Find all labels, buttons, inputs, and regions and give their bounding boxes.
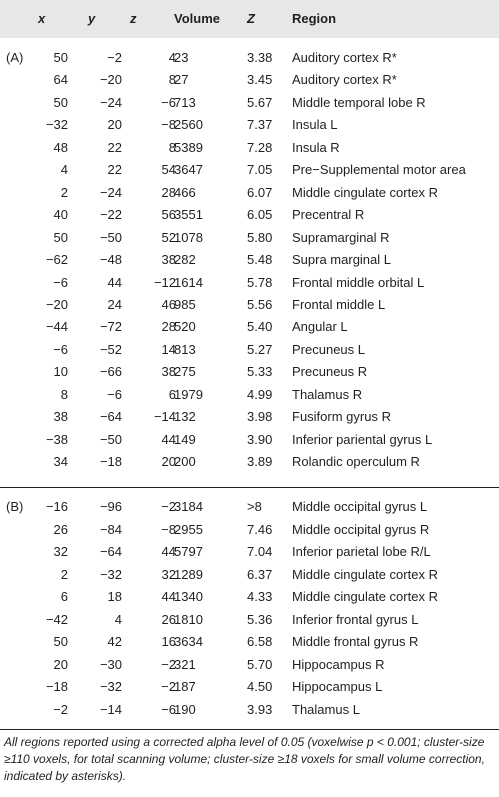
cell-y: −84	[99, 521, 122, 537]
cell-y: 22	[107, 139, 122, 155]
cell-region: Precuneus L	[292, 341, 365, 357]
cell-volume: 3551	[174, 207, 203, 223]
cell-y: −18	[99, 454, 122, 470]
cell-z: 56	[161, 207, 176, 223]
table-row	[0, 519, 499, 541]
cell-x: 6	[60, 589, 68, 604]
cell-volume: 466	[174, 184, 196, 200]
group-divider	[0, 487, 499, 488]
cell-y: 24	[107, 296, 122, 312]
cell-z: 28	[161, 319, 176, 335]
cell-y: 18	[107, 589, 122, 604]
header-Z: Z	[247, 11, 255, 26]
cell-region: Precentral R	[292, 207, 365, 223]
group-label: (B)	[6, 499, 24, 514]
cell-x: −6	[53, 341, 68, 357]
cell-y: −66	[99, 364, 122, 380]
cell-region: Middle cingulate cortex R	[292, 566, 438, 582]
cell-z: −2	[161, 499, 176, 514]
cell-region: Auditory cortex R*	[292, 50, 397, 65]
cell-x: 48	[53, 139, 68, 155]
cell-volume: 3647	[174, 162, 203, 178]
header-z: z	[130, 11, 137, 26]
cell-x: 64	[53, 72, 68, 88]
cell-z: 16	[161, 634, 176, 649]
header-y: y	[88, 11, 96, 26]
table-row	[0, 631, 499, 653]
cell-y: −50	[99, 229, 122, 245]
cell-region: Inferior pariental gyrus L	[292, 431, 433, 447]
cell-volume: 1078	[174, 229, 203, 245]
cell-volume: 3634	[174, 634, 203, 649]
cell-Z: 6.05	[247, 207, 273, 223]
header-volume: Volume	[174, 11, 220, 26]
cell-y: −24	[99, 184, 122, 200]
cell-z: −12	[153, 274, 176, 290]
cell-volume: 27	[174, 72, 189, 88]
table-bottom-rule	[0, 729, 499, 730]
cell-region: Frontal middle orbital L	[292, 274, 425, 290]
table-row	[0, 204, 499, 226]
cell-z: 32	[161, 566, 176, 582]
cell-region: Thalamus L	[292, 701, 360, 717]
cell-volume: 5389	[174, 139, 203, 155]
cell-z: 38	[161, 364, 176, 380]
cell-region: Thalamus R	[292, 386, 363, 402]
cell-y: −64	[99, 544, 122, 559]
cell-Z: 7.46	[247, 521, 273, 537]
cell-z: −14	[153, 409, 176, 425]
cell-Z: 5.56	[247, 296, 273, 312]
cell-y: −50	[99, 431, 122, 447]
cell-x: 38	[53, 409, 68, 425]
header-region: Region	[292, 11, 337, 26]
cell-volume: 1979	[174, 386, 203, 402]
cell-x: 26	[53, 521, 68, 537]
cell-Z: 3.90	[247, 431, 273, 447]
cell-y: −24	[99, 94, 122, 110]
cell-volume: 2955	[174, 521, 203, 537]
table-row	[0, 406, 499, 428]
cell-x: −6	[53, 274, 68, 290]
cell-Z: 5.33	[247, 364, 273, 380]
cell-y: −32	[99, 679, 122, 694]
cell-volume: 5797	[174, 544, 203, 559]
table-row	[0, 541, 499, 563]
table-row	[0, 586, 499, 608]
cell-Z: 6.07	[247, 184, 273, 200]
cell-region: Frontal middle L	[292, 296, 386, 312]
cell-volume: 282	[174, 252, 196, 268]
table-row	[0, 92, 499, 114]
table-row	[0, 676, 499, 698]
cell-region: Angular L	[292, 319, 348, 335]
cell-x: 40	[53, 207, 68, 223]
table-header	[0, 0, 499, 38]
cell-z: 8	[168, 72, 176, 88]
cell-region: Precuneus R	[292, 364, 368, 380]
table-row	[0, 361, 499, 383]
table-row	[0, 249, 499, 271]
table-row	[0, 316, 499, 338]
cell-volume: 321	[174, 656, 196, 672]
cell-region: Middle occipital gyrus R	[292, 521, 430, 537]
table-row	[0, 451, 499, 473]
cell-Z: 3.45	[247, 72, 273, 88]
cell-volume: 1810	[174, 611, 203, 627]
table-row	[0, 429, 499, 451]
cell-volume: 187	[174, 679, 196, 694]
cell-volume: 200	[174, 454, 196, 470]
cell-y: 42	[107, 634, 122, 649]
cell-Z: 7.05	[247, 162, 273, 178]
cell-z: 38	[161, 252, 176, 268]
table-row	[0, 699, 499, 721]
cell-z: −6	[161, 701, 176, 717]
cell-y: −22	[99, 207, 122, 223]
group-label: (A)	[6, 50, 24, 65]
cell-y: −30	[99, 656, 122, 672]
cell-x: 32	[53, 544, 68, 559]
cell-z: 6	[168, 386, 176, 402]
table-footnote: All regions reported using a corrected alpha level of 0.05 (voxelwise p < 0.001; cluster-size ≥110 voxels, for total scanning volume; cluster-size ≥18 voxels for small volume correction, indicated by asterisks).	[4, 735, 485, 783]
cell-region: Middle occipital gyrus L	[292, 499, 428, 514]
cell-z: −2	[161, 656, 176, 672]
cell-Z: 3.38	[247, 50, 273, 65]
cell-x: −2	[53, 701, 68, 717]
table-row	[0, 182, 499, 204]
cell-volume: 275	[174, 364, 196, 380]
cell-region: Inferior parietal lobe R/L	[292, 544, 431, 559]
table-row	[0, 384, 499, 406]
table-row	[0, 272, 499, 294]
cell-Z: 4.50	[247, 679, 273, 694]
cell-x: 34	[53, 454, 68, 470]
cell-x: 2	[60, 184, 68, 200]
cell-Z: 5.70	[247, 656, 273, 672]
cell-region: Insula R	[292, 139, 340, 155]
table-row	[0, 69, 499, 91]
cell-region: Middle cingulate cortex R	[292, 184, 438, 200]
cell-z: 52	[161, 229, 176, 245]
cell-z: 4	[168, 50, 176, 65]
cell-region: Fusiform gyrus R	[292, 409, 391, 425]
cell-Z: 4.99	[247, 386, 273, 402]
cell-region: Pre−Supplemental motor area	[292, 162, 466, 178]
cell-Z: 7.28	[247, 139, 273, 155]
cell-x: −62	[45, 252, 68, 268]
cell-region: Auditory cortex R*	[292, 72, 397, 88]
table-row	[0, 294, 499, 316]
cell-z: 28	[161, 184, 176, 200]
cell-z: 14	[161, 341, 176, 357]
cell-y: 22	[107, 162, 122, 178]
cell-y: −64	[99, 409, 122, 425]
table-row	[0, 496, 499, 518]
cell-volume: 1340	[174, 589, 203, 604]
cell-x: 10	[53, 364, 68, 380]
cell-y: −52	[99, 341, 122, 357]
cell-volume: 132	[174, 409, 196, 425]
cell-region: Middle frontal gyrus R	[292, 634, 419, 649]
cell-Z: 5.36	[247, 611, 273, 627]
cell-Z: 3.93	[247, 701, 273, 717]
cell-region: Middle cingulate cortex R	[292, 589, 438, 604]
cell-region: Inferior frontal gyrus L	[292, 611, 419, 627]
cell-x: 8	[60, 386, 68, 402]
cell-region: Hippocampus L	[292, 679, 383, 694]
cell-volume: 1614	[174, 274, 203, 290]
cell-volume: 985	[174, 296, 196, 312]
cell-z: −2	[161, 679, 176, 694]
cell-Z: >8	[247, 499, 262, 514]
cell-y: −20	[99, 72, 122, 88]
cell-x: 20	[53, 656, 68, 672]
cell-y: −14	[99, 701, 122, 717]
cell-Z: 5.27	[247, 341, 273, 357]
header-x: x	[38, 11, 46, 26]
cell-x: 50	[53, 229, 68, 245]
cell-y: −32	[99, 566, 122, 582]
cell-x: 4	[60, 162, 68, 178]
cell-volume: 2560	[174, 117, 203, 133]
cell-y: −72	[99, 319, 122, 335]
table-row	[0, 159, 499, 181]
table-row	[0, 564, 499, 586]
cell-Z: 5.78	[247, 274, 273, 290]
cell-z: 8	[168, 139, 176, 155]
table-row	[0, 47, 499, 69]
cell-z: 54	[161, 162, 176, 178]
cell-x: 50	[53, 50, 68, 65]
cell-volume: 520	[174, 319, 196, 335]
table-row	[0, 609, 499, 631]
cell-Z: 3.98	[247, 409, 273, 425]
cell-Z: 7.04	[247, 544, 273, 559]
table-row	[0, 339, 499, 361]
cell-x: −20	[45, 296, 68, 312]
cell-x: 2	[60, 566, 68, 582]
cell-x: −32	[45, 117, 68, 133]
cell-x: −18	[45, 679, 68, 694]
cell-x: −16	[45, 499, 68, 514]
cell-Z: 5.80	[247, 229, 273, 245]
cell-y: −48	[99, 252, 122, 268]
cell-y: −96	[99, 499, 122, 514]
cell-Z: 4.33	[247, 589, 273, 604]
cell-z: 44	[161, 589, 176, 604]
cell-Z: 5.40	[247, 319, 273, 335]
cell-Z: 6.37	[247, 566, 273, 582]
cell-x: 50	[53, 634, 68, 649]
cell-Z: 5.48	[247, 252, 273, 268]
cell-volume: 1289	[174, 566, 203, 582]
cell-y: 20	[107, 117, 122, 133]
cell-x: 50	[53, 94, 68, 110]
cell-z: 26	[161, 611, 176, 627]
cell-volume: 713	[174, 94, 196, 110]
cell-volume: 190	[174, 701, 196, 717]
cell-y: −2	[107, 50, 122, 65]
cell-Z: 3.89	[247, 454, 273, 470]
cell-z: 44	[161, 544, 176, 559]
cell-region: Hippocampus R	[292, 656, 385, 672]
cell-x: −38	[45, 431, 68, 447]
table-row	[0, 227, 499, 249]
cell-volume: 813	[174, 341, 196, 357]
cell-z: −6	[161, 94, 176, 110]
cell-region: Supramarginal R	[292, 229, 390, 245]
cell-x: −44	[45, 319, 68, 335]
cell-z: 46	[161, 296, 176, 312]
cell-volume: 3184	[174, 499, 203, 514]
cell-region: Middle temporal lobe R	[292, 94, 426, 110]
cell-region: Insula L	[292, 117, 338, 133]
cell-z: 20	[161, 454, 176, 470]
cell-volume: 23	[174, 50, 189, 65]
cell-z: −8	[161, 521, 176, 537]
table-row	[0, 114, 499, 136]
cell-z: −8	[161, 117, 176, 133]
cell-z: 44	[161, 431, 176, 447]
cell-Z: 5.67	[247, 94, 273, 110]
cell-y: 44	[107, 274, 122, 290]
cell-y: −6	[107, 386, 122, 402]
cell-Z: 7.37	[247, 117, 273, 133]
cell-x: −42	[45, 611, 68, 627]
cell-volume: 149	[174, 431, 196, 447]
table-row	[0, 137, 499, 159]
cell-y: 4	[114, 611, 122, 627]
cell-region: Supra marginal L	[292, 252, 391, 268]
cell-region: Rolandic operculum R	[292, 454, 420, 470]
cell-Z: 6.58	[247, 634, 273, 649]
table-row	[0, 654, 499, 676]
